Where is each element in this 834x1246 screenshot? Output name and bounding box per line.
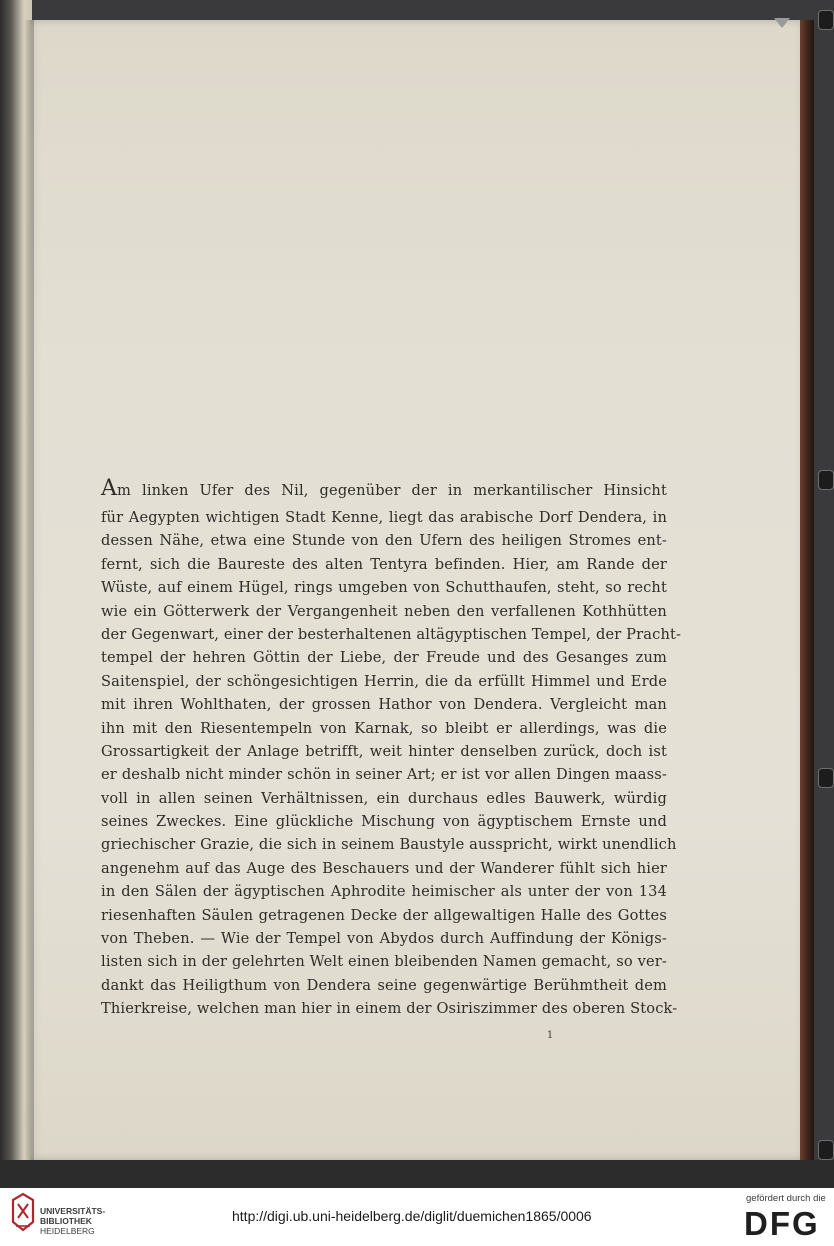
scanner-tab [818,768,834,788]
text-line: dankt das Heiligthum von Dendera seine gegenwärtige Berühmtheit dem [101,976,667,994]
library-name-line: BIBLIOTHEK [40,1216,92,1226]
text-line: griechischer Grazie, die sich in seinem Baustyle ausspricht, wirkt unendlich [101,836,677,854]
text-line: wie ein Götterwerk der Vergangenheit neben den verfallenen Kothhütten [101,602,667,620]
text-line: in den Sälen der ägyptischen Aphrodite heimischer als unter der von 134 [101,883,667,901]
text-line: voll in allen seinen Verhältnissen, ein durchaus edles Bauwerk, würdig [101,789,667,807]
text-line: für Aegypten wichtigen Stadt Kenne, liegt das arabische Dorf Dendera, in [101,509,667,526]
text-line: mit ihren Wohlthaten, der grossen Hathor von Dendera. Vergleicht man [101,696,667,714]
text-line: Wüste, auf einem Hügel, rings umgeben von Schutthaufen, steht, so recht [101,579,667,597]
text-line: seines Zweckes. Eine glückliche Mischung von ägyptischem Ernste und [101,813,667,831]
text-line: listen sich in der gelehrten Welt einen bleibenden Namen gemacht, so ver- [101,953,667,971]
text-line: Saitenspiel, der schöngesichtigen Herrin, die da erfüllt Himmel und Erde [101,672,667,690]
scanner-tabs [818,0,834,1188]
body-text [101,476,682,1021]
book-cover-edge [800,20,814,1180]
binding-shadow [24,20,34,1170]
permalink-url[interactable]: http://digi.ub.uni-heidelberg.de/diglit/duemichen1865/0006 [232,1208,592,1224]
text-line: von Theben. — Wie der Tempel von Abydos durch Auffindung der Königs- [101,930,667,948]
library-name-line: UNIVERSITÄTS- [40,1206,106,1216]
scanner-tab [818,1140,834,1160]
text-line: fernt, sich die Baureste des alten Tentyra befinden. Hier, am Rande der [101,555,667,573]
text-line: tempel der hehren Göttin der Liebe, der Freude und des Gesanges zum [101,649,667,667]
first-line [101,476,667,506]
university-seal-icon [10,1192,36,1240]
library-name [40,1206,105,1236]
first-line-rest: m linken Ufer des Nil, gegenüber der in merkantilischer Hinsicht [117,482,667,499]
funding-caption: gefördert durch die [746,1193,826,1204]
text-line: ihn mit den Riesentempeln von Karnak, so bleibt er allerdings, was die [101,719,667,737]
text-line: Grossartigkeit der Anlage betrifft, weit hinter denselben zurück, doch ist [101,742,667,760]
corner-mark-icon [774,18,790,28]
page-number: 1 [546,1030,554,1041]
text-line: der Gegenwart, einer der besterhaltenen altägyptischen Tempel, der Pracht- [101,625,682,643]
text-line: riesenhaften Säulen getragenen Decke der allgewaltigen Halle des Gottes [101,906,667,924]
scanner-tab [818,470,834,490]
text-line: angenehm auf das Auge des Beschauers und der Wanderer fühlt sich hier [101,859,667,877]
library-name-line: HEIDELBERG [40,1226,95,1236]
viewer-footer [0,1188,834,1246]
text-line: dessen Nähe, etwa eine Stunde von den Ufern des heiligen Stromes ent- [101,532,667,550]
text-line: Thierkreise, welchen man hier in einem der Osiriszimmer des oberen Stock- [101,1000,678,1018]
scan-bottom-band [0,1160,834,1188]
library-logo[interactable] [10,1192,120,1240]
drop-letter: A [101,476,118,501]
dfg-logo[interactable]: DFG [744,1205,820,1242]
scanner-tab [818,10,834,30]
text-line: er deshalb nicht minder schön in seiner Art; er ist vor allen Dingen maass- [101,766,667,784]
